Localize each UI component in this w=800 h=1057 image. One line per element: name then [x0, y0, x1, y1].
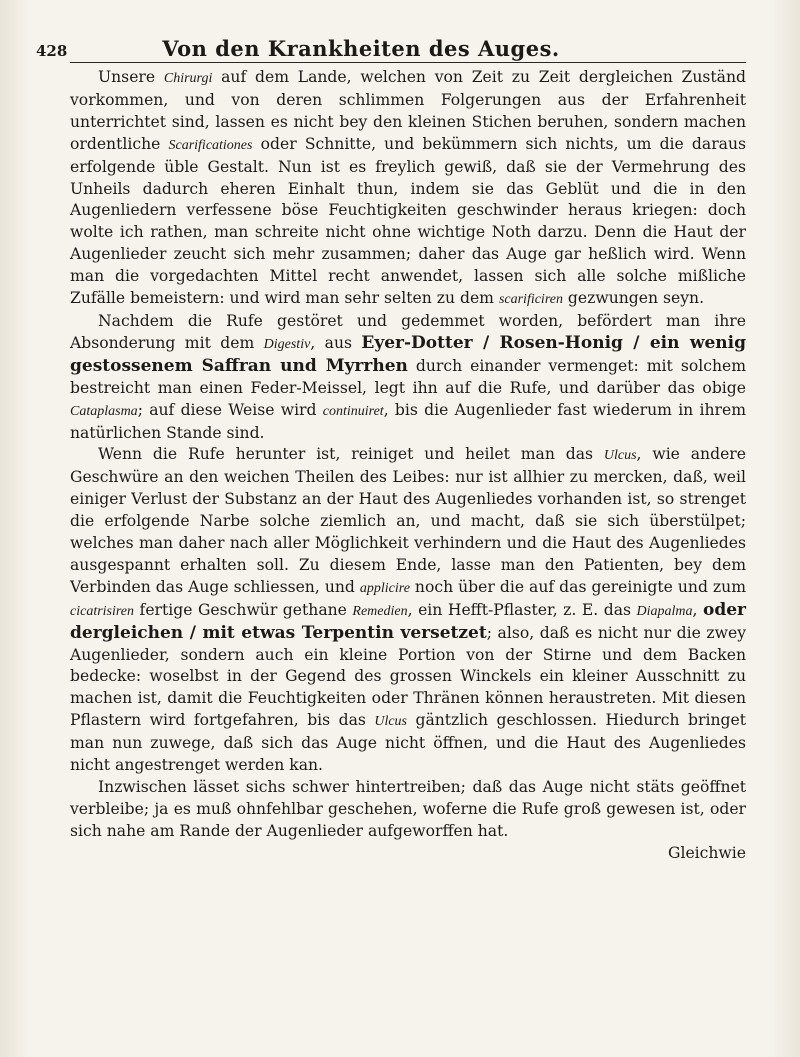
latin-term: Diapalma [636, 603, 693, 619]
text-run: Wenn die Rufe herunter ist, reiniget und heilet man das [98, 445, 604, 464]
latin-term: applicire [359, 580, 410, 596]
paragraph [70, 444, 746, 777]
latin-term: Digestiv [263, 336, 311, 352]
catchword: Gleichwie [668, 843, 746, 862]
paragraph [70, 67, 746, 311]
page-number: 428 [36, 42, 68, 60]
emphasis-text: oder dergleichen / mit etwas Terpentin versetzet [70, 599, 747, 643]
text-run: Inzwischen lässet sichs schwer hintertreiben; daß das Auge nicht stäts geöffnet verbleibe; ja es muß ohnfehlbar geschehen, woferne die Rufe groß gewesen ist, oder sich nahe am Rande der Augenlieder aufgeworffen hat. [70, 778, 746, 840]
body-text [70, 67, 746, 843]
text-run: , ein Hefft-Pflaster, z. E. das [407, 600, 637, 619]
latin-term: Cataplasma [70, 403, 138, 419]
latin-term: cicatrisiren [70, 603, 135, 619]
text-run: , [692, 600, 704, 619]
latin-term: continuiret [322, 403, 384, 419]
running-head-title: Von den Krankheiten des Auges. [162, 36, 560, 61]
paragraph [70, 311, 746, 444]
emphasis-text: Eyer-Dotter / Rosen-Honig / ein wenig gestossenem Saffran und Myrrhen [70, 332, 746, 376]
text-run: oder Schnitte, und bekümmern sich nichts, um die daraus erfolgende üble Gestalt. Nun ist es freylich gewiß, daß sie der Vermehrung des Unheils dadurch eheren Einhalt thun, indem sie das Geblüt und die in den Augenliedern verfessene böse Feuchtigkeiten geschwinder heraus kriegen: doch wolte ich rathen, man schreite nicht ohne wichtige Noth darzu. Denn die Haut der Augenlieder zeucht sich mehr zusammen; daher das Auge gar heßlich wird. Wenn man die vorgedachten Mittel recht anwendet, lassen sich alle solche mißliche Zufälle bemeistern: und wird man sehr selten zu dem [70, 134, 746, 308]
text-run: ; auf diese Weise wird [137, 400, 323, 419]
text-run: , aus [310, 333, 362, 352]
text-run: ; also, daß es nicht nur die zwey Augenlieder, sondern auch ein kleine Portion von der Stirne und dem Backen bedecke: woselbst in der Gegend des grossen Winckels ein kleiner Ausschnitt zu machen ist, damit die Feuchtigkeiten oder Thränen können heraustreten. Mit diesen Pflastern wird fortgefahren, bis das [70, 623, 746, 730]
latin-term: Ulcus [374, 714, 408, 730]
text-run: noch über die auf das gereinigte und zum [409, 577, 746, 596]
running-head [36, 36, 746, 63]
latin-term: Remedien [352, 603, 408, 619]
text-run: Unsere [98, 68, 164, 86]
latin-term: scarificiren [498, 292, 563, 308]
text-run: , bis die Augenlieder fast wiederum in ihrem natürlichen Stande sind. [70, 400, 746, 442]
text-run: gäntzlich geschlossen. Hiedurch bringet man nun zuwege, daß sich das Auge nicht öffnen, und die Haut des Augenliedes nicht angestrenget werden kan. [70, 711, 746, 775]
latin-term: Chirurgi [163, 71, 213, 86]
text-run: durch einander vermenget: mit solchem bestreicht man einen Feder-Meissel, legt ihn auf die Rufe, und darüber das obige [70, 356, 747, 397]
text-run: Nachdem die Rufe gestöret und gedemmet worden, befördert man ihre Absonderung mit dem [70, 311, 746, 352]
latin-term: Scarificationes [168, 137, 253, 153]
latin-term: Ulcus [603, 448, 637, 464]
paragraph [70, 777, 746, 843]
text-run: gezwungen seyn. [562, 289, 705, 308]
text-run: fertige Geschwür gethane [134, 600, 353, 619]
text-run: , wie andere Geschwüre an den weichen Theilen des Leibes: nur ist allhier zu mercken, daß, weil einiger Verlust der Substanz an der Haut des Augenliedes vorhanden ist, so strenget die erfolgende Narbe solche ziemlich an, und macht, daß sie sich überstülpet; welches man daher nach aller Möglichkeit verhindern und die Haut des Augenliedes ausgespannt erhalten soll. Zu diesem Ende, lasse man den Patienten, bey dem Verbinden das Auge schliessen, und [70, 445, 746, 596]
text-run: auf dem Lande, welchen von Zeit zu Zeit dergleichen Zuständ vorkommen, und von deren schlimmen Folgerungen aus der Erfahrenheit unterrichtet sind, lassen es nicht bey den kleinen Stichen beruhen, sondern machen ordentliche [70, 68, 746, 153]
